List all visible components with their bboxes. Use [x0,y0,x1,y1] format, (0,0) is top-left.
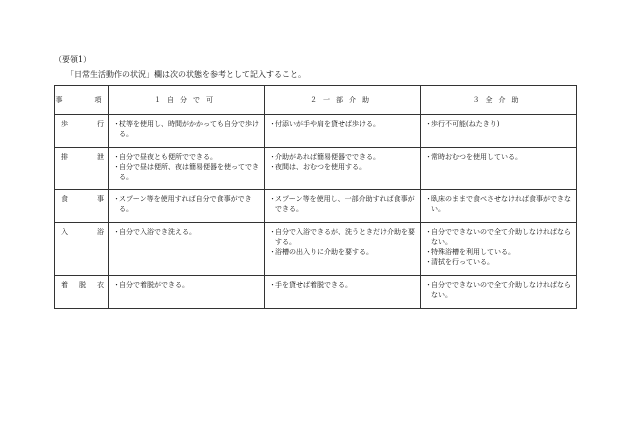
item-text: スプーン等を使用し、一部介助すれば食事ができる。 [275,195,415,213]
bullet-mark: ・ [425,120,432,128]
self-cell [109,223,265,276]
full-assist-cell [421,115,577,148]
table-row [55,148,577,190]
item-text: 自分でできないので全て介助しなければならない。 [431,281,571,299]
header-item: 事 項 [55,86,109,115]
row-label-cell [55,190,109,223]
partial-assist-cell [265,148,421,190]
table-row [55,276,577,309]
row-label-char: 行 [97,120,104,128]
table-header-row [55,86,577,115]
bullet-mark: ・ [425,195,432,203]
item-text: 臥床のままで食べさせなければ食事ができない。 [431,195,571,213]
bullet-mark: ・ [269,163,276,171]
list-item [269,152,417,162]
row-label-char: 脱 [79,281,86,289]
list-item [113,280,261,290]
item-text: 夜間は、おむつを使用する。 [275,163,366,171]
full-assist-cell [421,276,577,309]
bullet-mark: ・ [113,228,120,236]
item-text: 歩行不可能(ねたきり) [431,120,500,128]
item-text: スプーン等を使用すれば自分で食事ができる。 [119,195,252,213]
table-row [55,190,577,223]
row-label-char: 入 [61,228,68,236]
item-text: 自分で入浴できるが、洗うときだけ介助を要する。 [275,228,415,246]
self-cell [109,190,265,223]
list-item [113,152,261,162]
table-row [55,115,577,148]
item-text: 浴槽の出入りに介助を要する。 [275,248,373,256]
list-item [113,162,261,182]
daily-living-status-table [54,85,577,309]
row-label-char: 事 [97,195,104,203]
instruction-text: 「日常生活動作の状況」欄は次の状態を参考として記入すること。 [66,70,306,79]
item-text: 特殊浴槽を利用している。 [431,248,515,256]
partial-assist-cell [265,223,421,276]
header-partial-assist: ２一部介助 [265,86,421,115]
row-label [61,280,104,290]
bullet-mark: ・ [113,163,120,171]
row-label-char: 食 [61,195,68,203]
bullet-mark: ・ [113,195,120,203]
list-item [113,227,261,237]
row-label-cell [55,223,109,276]
partial-assist-cell [265,190,421,223]
header-self: １自分で可 [109,86,265,115]
item-text: 常時おむつを使用している。 [431,153,522,161]
bullet-mark: ・ [269,281,276,289]
row-label-char: 泄 [97,153,104,161]
row-label-cell [55,148,109,190]
item-text: 介助があれば簡易便器でできる。 [275,153,380,161]
self-cell [109,148,265,190]
row-label [61,194,104,204]
list-item [425,247,573,257]
bullet-mark: ・ [269,228,276,236]
row-label-cell [55,115,109,148]
self-cell [109,115,265,148]
row-label-char: 衣 [97,281,104,289]
row-label-char: 浴 [97,228,104,236]
list-item [425,152,573,162]
list-item [425,194,573,214]
row-label-cell [55,276,109,309]
row-label [61,227,104,237]
bullet-mark: ・ [425,228,432,236]
bullet-mark: ・ [425,153,432,161]
item-text: 清拭を行っている。 [431,258,494,266]
row-label [61,119,104,129]
list-item [269,280,417,290]
item-text: 付添いが手や肩を貸せば歩ける。 [275,120,380,128]
item-text: 自分で入浴でき洗える。 [119,228,196,236]
bullet-mark: ・ [425,281,432,289]
bullet-mark: ・ [269,120,276,128]
full-assist-cell [421,223,577,276]
partial-assist-cell [265,115,421,148]
list-item [425,280,573,300]
list-item [113,194,261,214]
bullet-mark: ・ [113,120,120,128]
item-text: 自分でできないので全て介助しなければならない。 [431,228,571,246]
list-item [425,257,573,267]
list-item [425,119,573,129]
partial-assist-cell [265,276,421,309]
item-text: 自分で着脱ができる。 [119,281,189,289]
bullet-mark: ・ [425,258,432,266]
header-full-assist: ３全介助 [421,86,577,115]
bullet-mark: ・ [269,153,276,161]
list-item [269,247,417,257]
bullet-mark: ・ [425,248,432,256]
list-item [269,227,417,247]
row-label-char: 歩 [61,120,68,128]
list-item [269,119,417,129]
item-text: 手を貸せば着脱できる。 [275,281,352,289]
table-row [55,223,577,276]
list-item [425,227,573,247]
full-assist-cell [421,148,577,190]
table-body [55,115,577,309]
bullet-mark: ・ [113,153,120,161]
list-item [269,194,417,214]
list-item [113,119,261,139]
note-title: （要領1） [54,55,92,64]
item-text: 自分で昼夜とも便所でできる。 [119,153,217,161]
list-item [269,162,417,172]
self-cell [109,276,265,309]
bullet-mark: ・ [269,248,276,256]
row-label [61,152,104,162]
full-assist-cell [421,190,577,223]
row-label-char: 排 [61,153,68,161]
item-text: 自分で昼は便所、夜は簡易便器を使ってできる。 [119,163,259,181]
row-label-char: 着 [61,281,68,289]
bullet-mark: ・ [113,281,120,289]
item-text: 杖等を使用し、時間がかかっても自分で歩ける。 [119,120,259,138]
bullet-mark: ・ [269,195,276,203]
